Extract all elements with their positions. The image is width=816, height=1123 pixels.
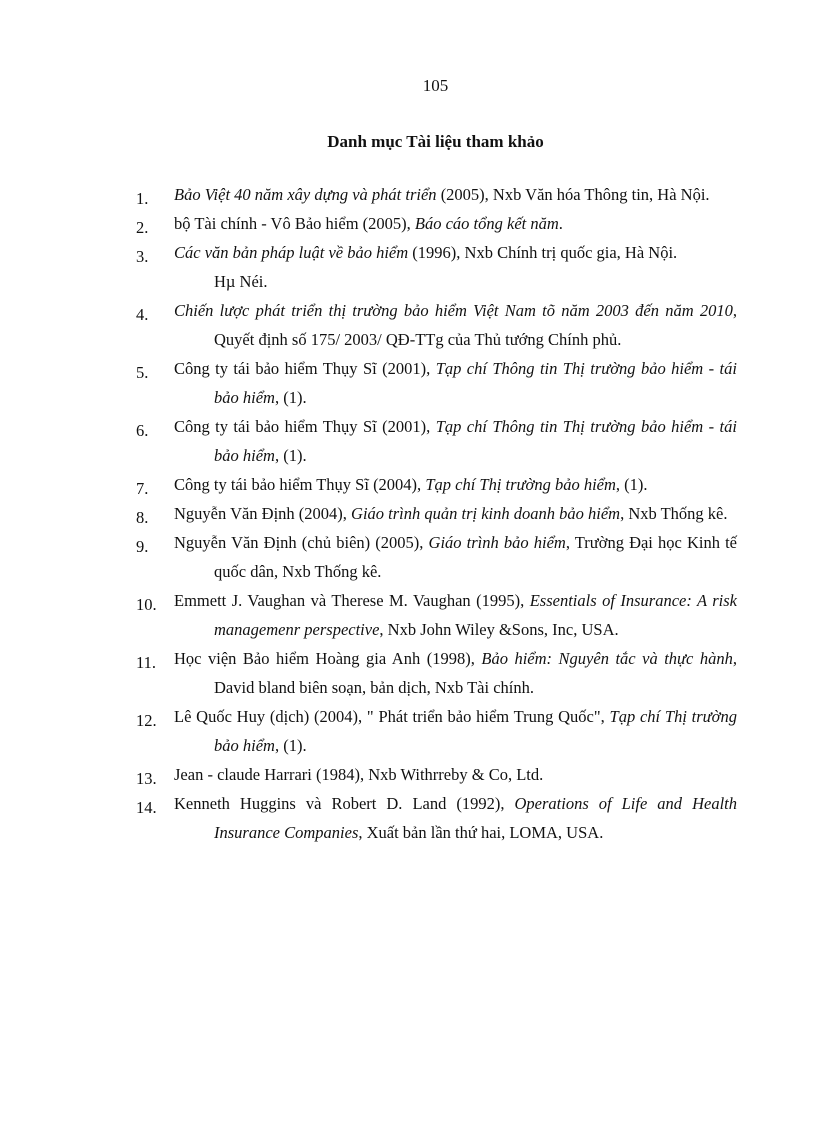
reference-detail: , Xuất bản lần thứ hai, LOMA, USA. [358,823,604,842]
reference-text [174,209,737,238]
reference-text [174,586,737,644]
reference-text [174,470,737,499]
reference-detail: Nguyễn Văn Định (chủ biên) (2005), [174,533,429,552]
reference-item [0,702,816,760]
reference-number: 12. [136,711,157,730]
reference-text [174,760,737,789]
reference-text [174,702,737,760]
reference-number: 2. [136,218,149,237]
reference-text [174,528,737,586]
page-number: 105 [422,76,449,95]
reference-detail: Kenneth Huggins và Robert D. Land (1992), [174,794,515,813]
reference-item [0,499,816,528]
reference-number: 9. [136,537,149,556]
reference-number: 1. [136,189,149,208]
reference-title: Chiến lược phát triển thị trường bảo hiểm Việt Nam tõ năm 2003 đến năm 2010 [174,301,733,320]
reference-item [0,586,816,644]
reference-number: 13. [136,769,157,788]
reference-title: Giáo trình quản trị kinh doanh bảo hiểm [351,504,621,523]
reference-detail: , Quyết định số 175/ 2003/ QĐ-TTg của Thủ tướng Chính phủ. [214,301,737,349]
reference-detail: . [558,214,563,233]
reference-detail: (1996), Nxb Chính trị quốc gia, Hà Nội. [408,243,678,262]
reference-extra-line: Hµ Néi. [214,272,268,291]
reference-title: Tạp chí Thị trường bảo hiểm [425,475,616,494]
reference-detail: bộ Tài chính - Vô Bảo hiểm (2005), [174,214,415,233]
reference-number: 11. [136,653,157,672]
reference-detail: Công ty tái bảo hiểm Thụy Sĩ (2001), [174,359,436,378]
reference-detail: , David bland biên soạn, bản dịch, Nxb Tài chính. [214,649,738,697]
reference-number: 10. [136,595,157,614]
reference-title: Tạp chí Thông tin Thị trường bảo hiểm - tái bảo hiểm [214,359,737,407]
reference-title: Essentials of Insurance: A risk managemenr perspective [214,591,738,639]
reference-detail: , (1). [274,736,307,755]
reference-number: 7. [136,479,149,498]
reference-item [0,528,816,586]
reference-number: 5. [136,363,149,382]
reference-detail: , (1). [615,475,648,494]
reference-detail: Jean - claude Harrari (1984), Nxb Withrreby & Co, Ltd. [174,765,544,784]
reference-item [0,789,816,847]
reference-title: Bảo hiểm: Nguyên tắc và thực hành [481,649,733,668]
reference-title: Giáo trình bảo hiểm [428,533,566,552]
reference-title: Operations of Life and Health Insurance Companies [214,794,737,842]
reference-detail: Emmett J. Vaughan và Therese M. Vaughan (1995), [174,591,530,610]
reference-item [0,354,816,412]
reference-title: Bảo Việt 40 năm xây dựng và phát triển [174,185,437,204]
reference-number: 14. [136,798,157,817]
reference-item [0,180,816,209]
reference-text [174,644,737,702]
reference-text [174,789,737,847]
reference-detail: Lê Quốc Huy (dịch) (2004), " Phát triển bảo hiểm Trung Quốc", [174,707,610,726]
reference-item [0,760,816,789]
reference-detail: Công ty tái bảo hiểm Thụy Sĩ (2001), [174,417,436,436]
reference-text [174,412,737,470]
reference-item [0,238,816,296]
reference-title: Tạp chí Thông tin Thị trường bảo hiểm - tái bảo hiểm [214,417,737,465]
reference-item [0,644,816,702]
reference-text [174,499,737,528]
reference-number: 4. [136,305,149,324]
reference-item [0,209,816,238]
reference-detail: Học viện Bảo hiểm Hoàng gia Anh (1998), [174,649,482,668]
reference-item [0,296,816,354]
reference-detail: , Trường Đại học Kinh tế quốc dân, Nxb Thống kê. [214,533,738,581]
reference-detail: , Nxb John Wiley &Sons, Inc, USA. [379,620,619,639]
reference-detail: , Nxb Thống kê. [620,504,728,523]
reference-text [174,180,737,209]
reference-number: 6. [136,421,149,440]
reference-item [0,412,816,470]
reference-text [174,238,737,267]
reference-item [0,470,816,499]
reference-title: Tạp chí Thị trường bảo hiểm [214,707,737,755]
reference-detail: (2005), Nxb Văn hóa Thông tin, Hà Nội. [436,185,710,204]
reference-detail: , (1). [274,446,307,465]
reference-number: 8. [136,508,149,527]
reference-list [0,180,816,847]
reference-title: Các văn bản pháp luật về bảo hiểm [174,243,409,262]
reference-detail: , (1). [274,388,307,407]
reference-text [174,296,737,354]
reference-detail: Nguyễn Văn Định (2004), [174,504,352,523]
reference-number: 3. [136,247,149,266]
reference-detail: Công ty tái bảo hiểm Thụy Sĩ (2004), [174,475,426,494]
reference-title: Báo cáo tổng kết năm [414,214,559,233]
page-title: Danh mục Tài liệu tham khảo [327,132,544,151]
reference-text [174,354,737,412]
